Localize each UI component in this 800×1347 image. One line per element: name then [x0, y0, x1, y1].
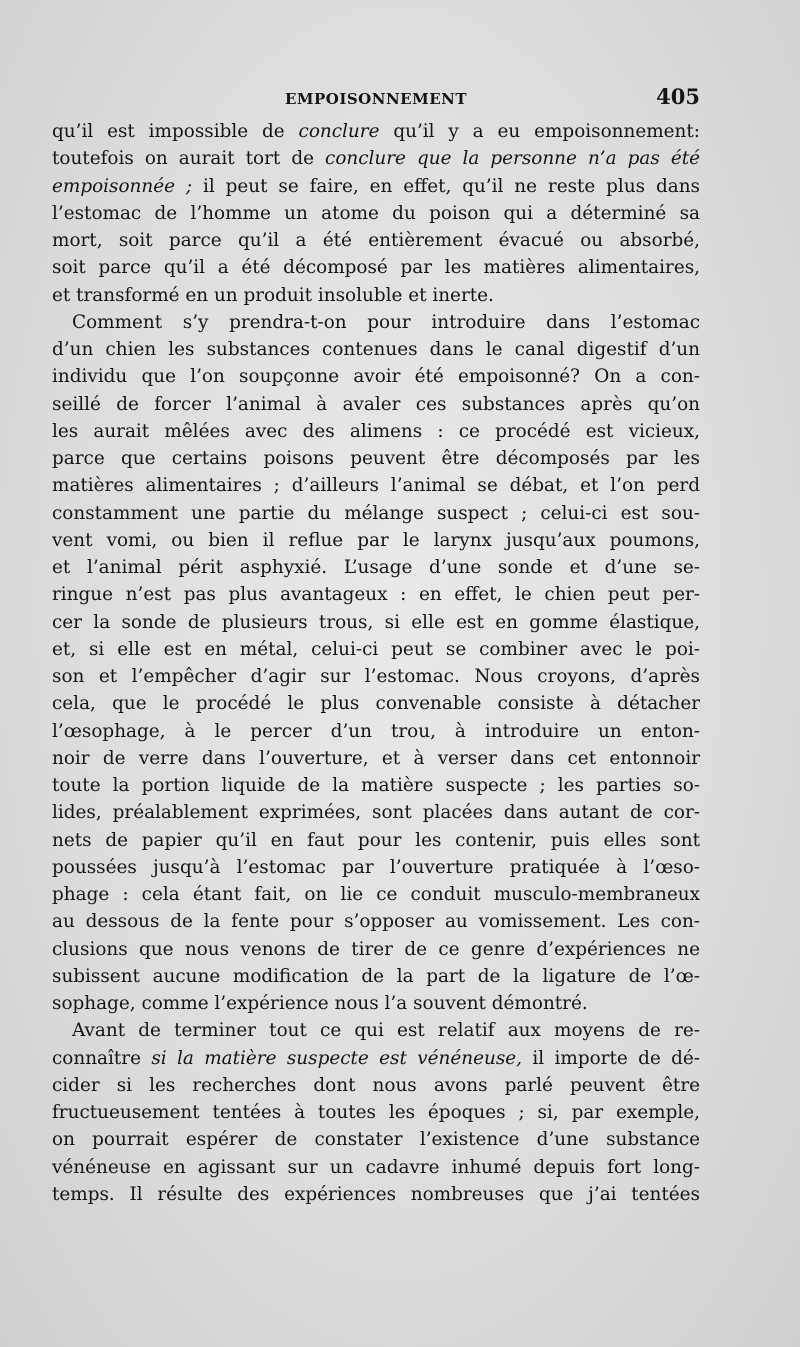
- text-run: temps. Il résulte des expériences nombreuses que j’ai tentées: [52, 1183, 700, 1205]
- text-run: matières alimentaires ; d’ailleurs l’animal se débat, et l’on perd: [52, 475, 700, 497]
- text-run: l’œsophage, à le percer d’un trou, à introduire un enton-: [52, 720, 700, 742]
- text-line: [52, 309, 700, 336]
- text-run: on pourrait espérer de constater l’existence d’une substance: [52, 1129, 700, 1151]
- text-line: [52, 391, 700, 418]
- text-line: [52, 118, 700, 145]
- text-run: ringue n’est pas plus avantageux : en effet, le chien peut per-: [52, 584, 700, 606]
- text-line: [52, 772, 700, 799]
- text-line: [52, 718, 700, 745]
- text-line: [52, 854, 700, 881]
- body-text: [52, 118, 700, 1208]
- text-line: [52, 609, 700, 636]
- text-line: [52, 1181, 700, 1208]
- text-line: [52, 527, 700, 554]
- text-run: cider si les recherches dont nous avons parlé peuvent être: [52, 1074, 700, 1096]
- text-run: fructueusement tentées à toutes les époques ; si, par exemple,: [52, 1102, 700, 1123]
- italic-text: si la matière suspecte est vénéneuse,: [151, 1047, 522, 1069]
- text-line: [52, 1017, 700, 1044]
- text-line: [52, 445, 700, 472]
- text-run: phage : cela étant fait, on lie ce conduit musculo-membraneux: [52, 884, 700, 905]
- text-run: son et l’empêcher d’agir sur l’estomac. Nous croyons, d’après: [52, 666, 700, 687]
- text-line: [52, 1045, 700, 1072]
- text-run: connaître: [52, 1047, 152, 1069]
- text-run: au dessous de la fente pour s’opposer au vomissement. Les con-: [52, 911, 700, 933]
- text-line: [52, 745, 700, 772]
- text-line: [52, 336, 700, 363]
- text-run: et l’animal périt asphyxié. L’usage d’une sonde et d’une se-: [52, 557, 700, 578]
- text-run: cela, que le procédé le plus convenable consiste à détacher: [52, 693, 700, 715]
- text-run: d’un chien les substances contenues dans le canal digestif d’un: [52, 339, 700, 360]
- text-run: vent vomi, ou bien il reflue par le larynx jusqu’aux poumons,: [52, 529, 700, 551]
- text-line: [52, 1154, 700, 1181]
- text-run: l’estomac de l’homme un atome du poison qui a déterminé sa: [52, 202, 700, 224]
- text-run: lides, préalablement exprimées, sont placées dans autant de cor-: [52, 802, 700, 824]
- italic-text: empoisonnée ;: [52, 175, 193, 197]
- text-run: Comment s’y prendra-t-on pour introduire dans l’estomac: [72, 311, 700, 333]
- text-line: [52, 200, 700, 227]
- italic-text: conclure: [298, 121, 380, 142]
- text-line: [52, 1126, 700, 1153]
- text-run: noir de verre dans l’ouverture, et à verser dans cet entonnoir: [52, 747, 700, 769]
- text-run: qu’il y a eu empoisonnement:: [379, 121, 700, 142]
- text-run: vénéneuse en agissant sur un cadavre inhumé depuis fort long-: [52, 1156, 700, 1178]
- page-header: [52, 84, 700, 114]
- text-line: [52, 990, 700, 1017]
- text-run: Avant de terminer tout ce qui est relatif aux moyens de re-: [72, 1020, 700, 1042]
- text-run: et, si elle est en métal, celui-ci peut se combiner avec le poi-: [52, 638, 700, 660]
- text-line: [52, 636, 700, 663]
- text-line: [52, 690, 700, 717]
- text-run: et transformé en un produit insoluble et inerte.: [52, 284, 494, 306]
- text-line: [52, 827, 700, 854]
- text-run: sophage, comme l’expérience nous l’a souvent démontré.: [52, 993, 588, 1014]
- text-line: [52, 936, 700, 963]
- text-run: qu’il est impossible de: [52, 121, 299, 142]
- text-line: [52, 581, 700, 608]
- text-line: [52, 908, 700, 935]
- text-line: [52, 1072, 700, 1099]
- text-run: toutefois on aurait tort de: [52, 148, 326, 170]
- text-line: [52, 881, 700, 908]
- page-number: 405: [656, 84, 700, 109]
- text-line: [52, 663, 700, 690]
- text-line: [52, 472, 700, 499]
- italic-text: conclure que la personne n’a pas été: [325, 148, 700, 170]
- text-run: parce que certains poisons peuvent être décomposés par les: [52, 448, 700, 469]
- text-line: [52, 1099, 700, 1126]
- text-run: individu que l’on soupçonne avoir été empoisonné? On a con-: [52, 366, 700, 388]
- text-run: toute la portion liquide de la matière suspecte ; les parties so-: [52, 775, 700, 796]
- text-line: [52, 254, 700, 281]
- text-line: [52, 554, 700, 581]
- text-line: [52, 418, 700, 445]
- text-run: cer la sonde de plusieurs trous, si elle est en gomme élastique,: [52, 611, 700, 633]
- text-line: [52, 145, 700, 172]
- text-run: il peut se faire, en effet, qu’il ne reste plus dans: [192, 175, 700, 197]
- text-line: [52, 500, 700, 527]
- text-line: [52, 282, 700, 309]
- text-run: il importe de dé-: [522, 1047, 700, 1069]
- text-run: clusions que nous venons de tirer de ce genre d’expériences ne: [52, 938, 700, 960]
- text-line: [52, 363, 700, 390]
- text-line: [52, 799, 700, 826]
- text-run: seillé de forcer l’animal à avaler ces substances après qu’on: [52, 393, 700, 415]
- text-run: soit parce qu’il a été décomposé par les matières alimentaires,: [52, 257, 700, 279]
- text-run: poussées jusqu’à l’estomac par l’ouverture pratiquée à l’œso-: [52, 856, 700, 878]
- running-title: EMPOISONNEMENT: [284, 90, 468, 108]
- text-run: subissent aucune modification de la part de la ligature de l’œ-: [52, 965, 700, 987]
- text-line: [52, 963, 700, 990]
- text-run: mort, soit parce qu’il a été entièrement évacué ou absorbé,: [52, 230, 700, 251]
- text-run: les aurait mêlées avec des alimens : ce procédé est vicieux,: [52, 420, 700, 442]
- text-line: [52, 173, 700, 200]
- text-run: nets de papier qu’il en faut pour les contenir, puis elles sont: [52, 829, 700, 851]
- text-line: [52, 227, 700, 254]
- text-run: constamment une partie du mélange suspect ; celui-ci est sou-: [52, 502, 700, 524]
